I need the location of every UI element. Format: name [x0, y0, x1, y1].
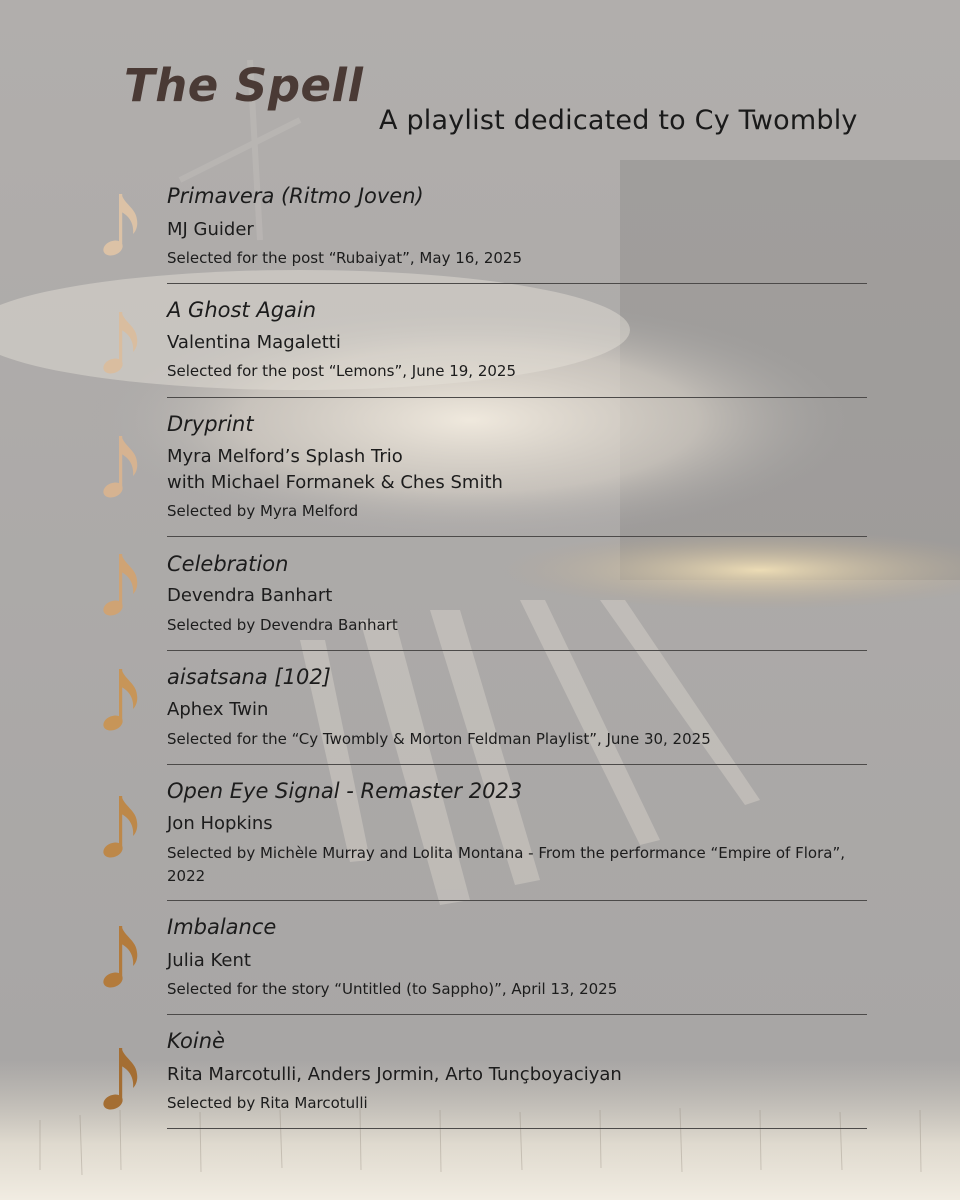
music-note-icon	[100, 922, 144, 994]
divider	[167, 900, 867, 901]
track-selection-note: Selected for the story “Untitled (to Sappho)”, April 13, 2025	[167, 980, 618, 998]
track-artist: Aphex Twin	[167, 699, 269, 720]
track-artist: Valentina Magaletti	[167, 332, 341, 353]
divider	[167, 1014, 867, 1015]
divider	[167, 650, 867, 651]
track-artist: Julia Kent	[167, 950, 251, 971]
track-title: Open Eye Signal - Remaster 2023	[167, 779, 523, 803]
music-note-icon	[100, 550, 144, 622]
divider	[167, 764, 867, 765]
music-note-icon	[100, 190, 144, 262]
music-note-icon	[100, 432, 144, 504]
track-title: Primavera (Ritmo Joven)	[167, 184, 424, 208]
track-selection-note: Selected for the post “Lemons”, June 19, 2025	[167, 362, 517, 380]
track-title: Celebration	[167, 552, 289, 576]
music-note-icon	[100, 792, 144, 864]
music-note-icon	[100, 665, 144, 737]
track-title: Imbalance	[167, 915, 277, 939]
playlist-subtitle: A playlist dedicated to Cy Twombly	[379, 105, 858, 136]
track-selection-note: Selected for the post “Rubaiyat”, May 16, 2025	[167, 249, 523, 267]
music-note-icon	[100, 1044, 144, 1116]
playlist-title: The Spell	[124, 59, 364, 112]
track-artist-line2: with Michael Formanek & Ches Smith	[167, 472, 503, 493]
track-selection-note: Selected by Myra Melford	[167, 502, 359, 520]
divider	[167, 283, 867, 284]
track-selection-note: Selected for the “Cy Twombly & Morton Feldman Playlist”, June 30, 2025	[167, 730, 711, 748]
track-artist: Rita Marcotulli, Anders Jormin, Arto Tunçboyaciyan	[167, 1064, 622, 1085]
track-selection-note: Selected by Michèle Murray and Lolita Montana - From the performance “Empire of Flora”, 2022	[167, 844, 845, 885]
music-note-icon	[100, 308, 144, 380]
track-title: Koinè	[167, 1029, 225, 1053]
divider	[167, 397, 867, 398]
track-artist: Myra Melford’s Splash Trio	[167, 446, 403, 467]
track-artist: Jon Hopkins	[167, 813, 273, 834]
track-selection-note: Selected by Rita Marcotulli	[167, 1094, 368, 1112]
track-selection-note: Selected by Devendra Banhart	[167, 616, 398, 634]
track-title: Dryprint	[167, 412, 254, 436]
divider	[167, 536, 867, 537]
track-artist: MJ Guider	[167, 219, 254, 240]
track-title: A Ghost Again	[167, 298, 317, 322]
track-title: aisatsana [102]	[167, 665, 331, 689]
divider	[167, 1128, 867, 1129]
track-artist: Devendra Banhart	[167, 585, 333, 606]
